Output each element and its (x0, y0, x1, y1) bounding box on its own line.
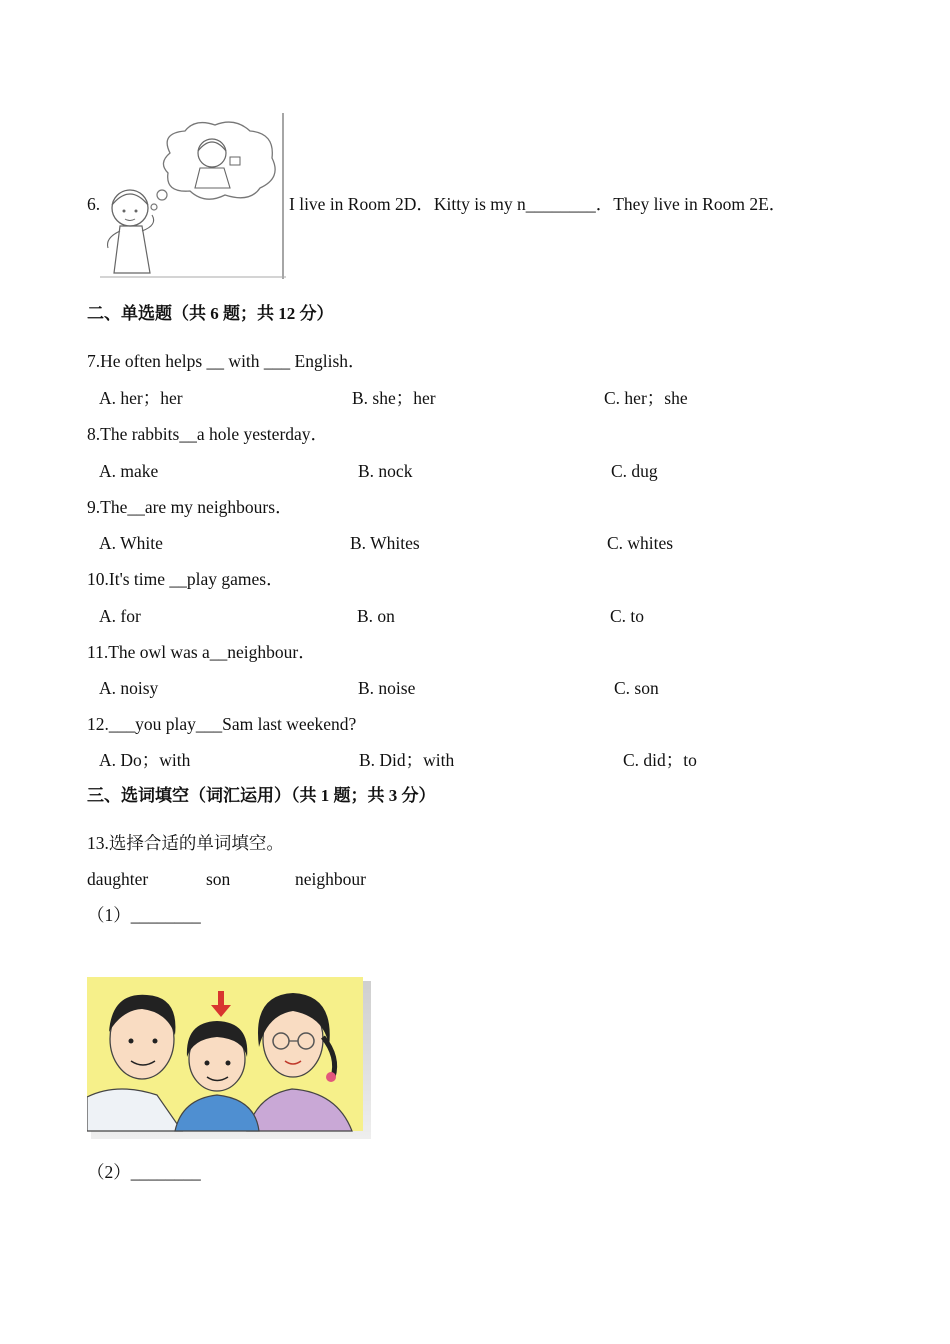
q11-option-a: A. noisy (99, 678, 159, 698)
q11-stem: 11.The owl was a__neighbour． (87, 642, 316, 662)
q8-stem: 8.The rabbits__a hole yesterday． (87, 424, 329, 444)
blank-2: （2）________ (87, 1162, 201, 1182)
section3-heading: 三、选词填空（词汇运用）（共 1 题；共 3 分） (87, 786, 436, 805)
q9-stem: 9.The__are my neighbours． (87, 497, 293, 517)
q10-option-a: A. for (99, 606, 141, 626)
family-illustration (87, 977, 371, 1139)
q12-option-c: C. did；to (623, 750, 697, 770)
blank-1: （1）________ (87, 905, 201, 925)
q7-option-a: A. her；her (99, 388, 183, 408)
word-bank-neighbour: neighbour (295, 869, 366, 889)
q7-option-c: C. her；she (604, 388, 688, 408)
q10-option-b: B. on (357, 606, 395, 626)
q7-option-b: B. she；her (352, 388, 436, 408)
word-bank-son: son (206, 869, 231, 889)
q6-text: I live in Room 2D．Kitty is my n________．They live in Room 2E． (289, 194, 787, 214)
section2-heading: 二、单选题（共 6 题；共 12 分） (87, 304, 334, 323)
q6-illustration (100, 113, 286, 279)
q7-stem: 7.He often helps __ with ___ English． (87, 351, 366, 371)
q11-option-c: C. son (614, 678, 659, 698)
q10-stem: 10.It's time __play games． (87, 569, 284, 589)
word-bank-daughter: daughter (87, 869, 149, 889)
q12-option-a: A. Do；with (99, 750, 191, 770)
q8-option-b: B. nock (358, 461, 413, 481)
q12-option-b: B. Did；with (359, 750, 455, 770)
q12-stem: 12.___you play___Sam last weekend? (87, 714, 357, 734)
q11-option-b: B. noise (358, 678, 416, 698)
q9-option-a: A. White (99, 533, 163, 553)
q8-option-a: A. make (99, 461, 159, 481)
q8-option-c: C. dug (611, 461, 658, 481)
q9-option-b: B. Whites (350, 533, 420, 553)
q9-option-c: C. whites (607, 533, 674, 553)
q6-number: 6. (87, 194, 101, 214)
q13-instruction: 13.选择合适的单词填空。 (87, 833, 284, 853)
q10-option-c: C. to (610, 606, 645, 626)
